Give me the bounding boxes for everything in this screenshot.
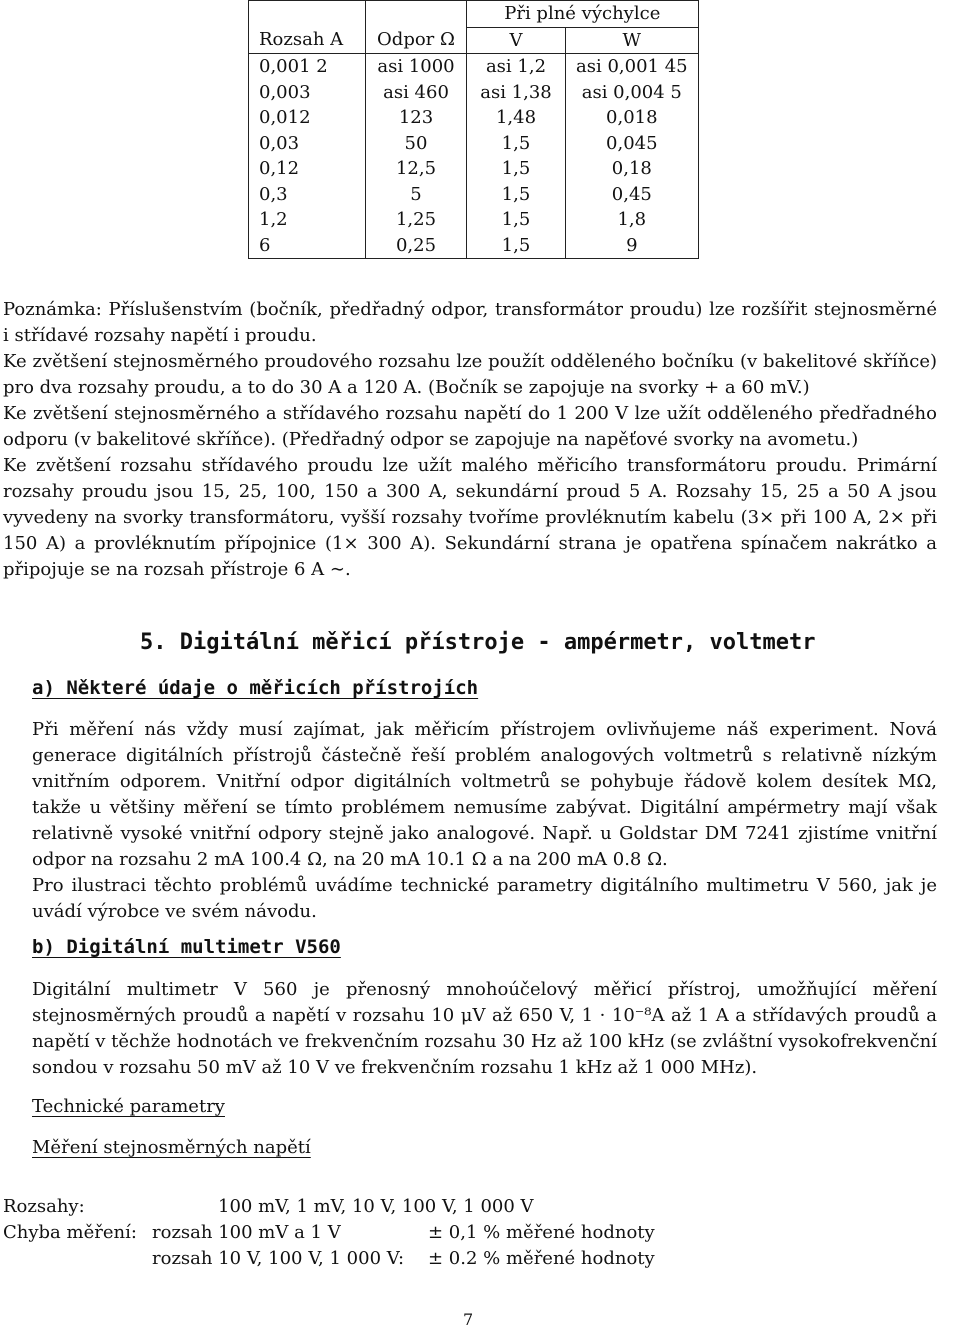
table-row (249, 233, 699, 259)
table-cell: 0,012 (249, 105, 366, 131)
ranges-label: Rozsahy: (3, 1196, 85, 1217)
ranges-value: 100 mV, 1 mV, 10 V, 100 V, 1 000 V (218, 1196, 534, 1217)
table-group-header-row (249, 1, 699, 28)
table-header-row (249, 27, 699, 54)
table-cell: 0,03 (249, 131, 366, 157)
notes-block (3, 297, 937, 583)
paragraph-internal-resistance: Při měření nás vždy musí zajímat, jak měřicím přístrojem ovlivňujeme náš experiment. Nová generace digitálních přístrojů částečně řeší problém analogových voltmetrů s relativně nízkým vnitřním odporem. Vnitřní odpor digitálních voltmetrů se pohybuje řádově kolem desítek MΩ, takže u většiny měření se tímto problémem nemusíme zabývat. Digitální ampérmetry mají však relativně vysoké vnitřní odpory stejně jako analogové. Např. u Goldstar DM 7241 zjistíme vnitřní odpor na rozsahu 2 mA 100.4 Ω, na 20 mA 10.1 Ω a na 200 mA 0.8 Ω. (32, 719, 937, 870)
table-cell: 0,25 (366, 233, 467, 259)
section-b-text (32, 977, 937, 1081)
section-title: 5. Digitální měřicí přístroje - ampérmetr, voltmetr (140, 630, 816, 655)
note-series-resistor: Ke zvětšení stejnosměrného a střídavého rozsahu napětí do 1 200 V lze užít odděleného předřadného odporu (v bakelitové skříňce). (Předřadný odpor se zapojuje na napěťové svorky na avometu.) (3, 403, 937, 450)
table-cell: 0,18 (566, 156, 699, 182)
error-value-1: ± 0,1 % měřené hodnoty (428, 1222, 655, 1243)
subsection-b-title: b) Digitální multimetr V560 (32, 936, 341, 958)
column-header-range: Rozsah A (249, 27, 366, 54)
table-cell: 1,25 (366, 207, 467, 233)
error-label: Chyba měření: (3, 1222, 137, 1243)
table-cell: 1,5 (467, 156, 566, 182)
column-header-volts: V (467, 27, 566, 54)
table-cell: 123 (366, 105, 467, 131)
table-cell: asi 0,004 5 (566, 80, 699, 106)
page-number: 7 (463, 1310, 474, 1329)
table-cell: asi 0,001 45 (566, 54, 699, 80)
table-cell: 0,12 (249, 156, 366, 182)
table-row (249, 54, 699, 80)
measurement-range-table (248, 0, 699, 259)
table-row (249, 182, 699, 208)
table-row (249, 105, 699, 131)
table-cell: asi 460 (366, 80, 467, 106)
table-cell: 0,045 (566, 131, 699, 157)
table-row (249, 80, 699, 106)
column-header-watts: W (566, 27, 699, 54)
table-cell: asi 1,2 (467, 54, 566, 80)
table-cell: 50 (366, 131, 467, 157)
error-range-1: rozsah 100 mV a 1 V (152, 1222, 341, 1243)
table-cell: 1,2 (249, 207, 366, 233)
note-shunt: Ke zvětšení stejnosměrného proudového rozsahu lze použít odděleného bočníku (v bakelitové skříňce) pro dva rozsahy proudu, a to do 30 A a 120 A. (Bočník se zapojuje na svorky + a 60 mV.) (3, 351, 937, 398)
table-row (249, 156, 699, 182)
table-group-header: Při plné výchylce (467, 1, 699, 28)
table-cell: 0,003 (249, 80, 366, 106)
table-cell: 0,018 (566, 105, 699, 131)
table-cell: 12,5 (366, 156, 467, 182)
table-cell: 1,5 (467, 207, 566, 233)
table-row (249, 131, 699, 157)
note-transformer: Ke zvětšení rozsahu střídavého proudu lze užít malého měřicího transformátoru proudu. Primární rozsahy proudu jsou 15, 25, 100, 150 a 300 A, sekundární proud 5 A. Rozsahy 15, 25 a 50 A jsou vyvedeny na svorky transformátoru, vyšší rozsahy tvoříme provléknutím kabelu (3× při 100 A, 2× při 150 A) a provléknutím přípojnice (1× 300 A). Sekundární strana je opatřena spínačem nakrátko a připojuje se na rozsah přístroje 6 A ∼. (3, 455, 937, 580)
error-range-2: rozsah 10 V, 100 V, 1 000 V: (152, 1248, 405, 1269)
section-a-text (32, 717, 937, 925)
subsection-a-title: a) Některé údaje o měřicích přístrojích (32, 677, 479, 699)
table-cell: 0,45 (566, 182, 699, 208)
table-cell: 1,5 (467, 233, 566, 259)
table-cell: 1,5 (467, 131, 566, 157)
paragraph-multimeter: Digitální multimetr V 560 je přenosný mnohoúčelový měřicí přístroj, umožňující měření stejnosměrných proudů a napětí v rozsahu 10 μV až 650 V, 1 · 10⁻⁸A až 1 A a střídavých proudů a napětí v těchže hodnotách ve frekvenčním rozsahu 30 Hz až 100 kHz (se zvláštní vysokofrekvenční sondou v rozsahu 50 mV až 10 V ve frekvenčním rozsahu 1 kHz až 1 000 MHz). (32, 979, 937, 1078)
table-cell: 1,8 (566, 207, 699, 233)
technical-parameters-heading: Technické parametry (32, 1096, 225, 1117)
note-accessories: Poznámka: Příslušenstvím (bočník, předřadný odpor, transformátor proudu) lze rozšířit stejnosměrné i střídavé rozsahy napětí i proudu. (3, 299, 937, 346)
table-cell: 1,5 (467, 182, 566, 208)
dc-voltage-heading: Měření stejnosměrných napětí (32, 1137, 311, 1158)
table-cell: 6 (249, 233, 366, 259)
column-header-resistance: Odpor Ω (366, 27, 467, 54)
table-cell: asi 1000 (366, 54, 467, 80)
table-cell: 5 (366, 182, 467, 208)
paragraph-illustration: Pro ilustraci těchto problémů uvádíme technické parametry digitálního multimetru V 560, jak je uvádí výrobce ve svém návodu. (32, 875, 937, 922)
table-row (249, 207, 699, 233)
table-cell: 0,001 2 (249, 54, 366, 80)
table-cell: 9 (566, 233, 699, 259)
table-cell: 0,3 (249, 182, 366, 208)
table-cell: 1,48 (467, 105, 566, 131)
error-value-2: ± 0.2 % měřené hodnoty (428, 1248, 655, 1269)
table-cell: asi 1,38 (467, 80, 566, 106)
